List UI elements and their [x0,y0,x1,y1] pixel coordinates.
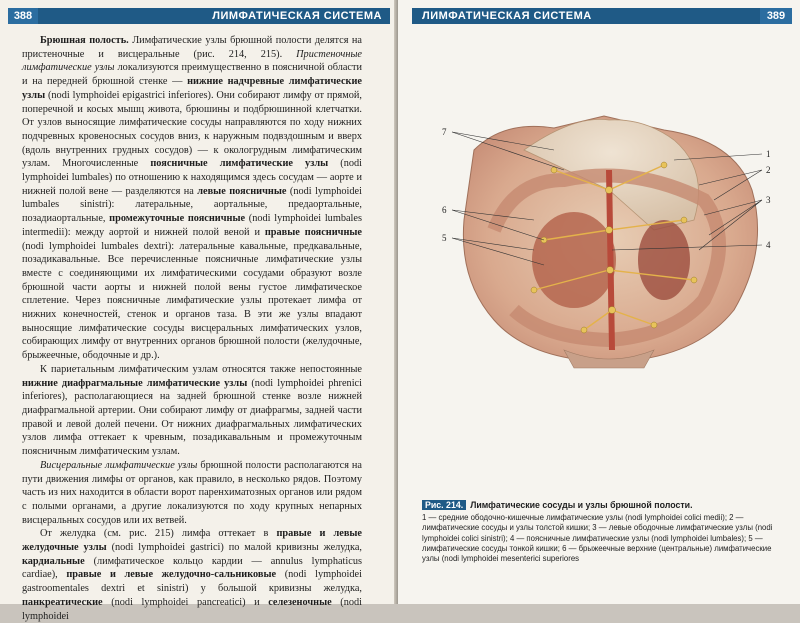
callout-3: 3 [766,195,771,205]
text-run: (лимфатическое кольцо кардии — annulus lymphaticus cardiae), [22,555,362,581]
italic-term: Висцеральные лимфатические узлы [40,459,198,471]
body-paragraph [22,34,362,363]
left-page [0,0,398,622]
left-running-title: ЛИМФАТИЧЕСКАЯ СИСТЕМА [212,10,382,22]
bold-term: селезеночные [268,596,332,608]
left-page-header [8,8,390,24]
bold-term: правые поясничные [264,226,363,238]
small-intestine [532,212,616,308]
bold-term: кардиальные [22,555,85,567]
bold-term: нижние диафрагмальные лимфатические узлы [22,377,248,389]
italic-term: Пристеночные лимфатические узлы [22,48,362,74]
body-paragraph [22,527,362,623]
text-run: К париетальным лимфатическим узлам относятся также непостоянные [40,363,362,375]
text-run: Лимфатические узлы брюшной полости делятся на пристеночные и висцеральные (рис. 214, 215). [22,35,362,60]
caption-legend: 1 — средние ободочно-кишечные лимфатические узлы (nodi lymphoidei colici medii); 2 — лимфатические сосуды и узлы толстой кишки; 3 — левые ободочные лимфатические узлы (nodi lymphoidei colici sinistri); 4 — поясничные лимфатические узлы (nodi lymphoidei lumbales); 5 — лимфатические сосуды тонкой кишки; 6 — брыжеечные верхние (центральные) лимфатические узлы (nodi lymphoidei mesenterici superiores [422,513,773,564]
caption-title-row [422,500,786,510]
text-run: (nodi lymphoidei lumbales sinistri): латеральные, аортальные, предаортальные, позадиаортальные, [22,185,362,225]
callout-6: 6 [442,205,447,215]
text-run: (nodi lymphoidei phrenici inferiores), располагающиеся на задней брюшной стенке возле нижней диафрагмальной артерии. Они собирают лимфу от диафрагмы, задней части правой и левой долей печени. От нижних диафрагмальных лимфатических узлов лимфа оттекает к чревным, позадикавальным и промежуточным поясничным лимфатическим узлам. [22,377,362,458]
text-run: (nodi lymphoidei pancreatici) и [102,596,269,608]
callout-5: 5 [442,233,447,243]
aorta [609,170,612,350]
bold-term: левые поясничные [197,185,287,197]
text-run: (nodi lymphoidei lumbales intermedii): между аортой и нижней полой веной и [22,213,362,238]
bold-term: нижние надчревные лимфатические узлы [22,76,362,101]
text-run: локализуются преимущественно в поясничной области и на передней брюшной стенке — [22,62,362,88]
kidney-left [638,220,690,300]
bold-term: панкреатические [22,596,103,608]
figure-caption [422,500,786,564]
right-page-header [412,8,792,24]
bold-term: поясничные лимфатические узлы [150,158,329,170]
figure-title: Лимфатические сосуды и узлы брюшной полости. [470,500,693,510]
bold-term: правые и левые желудочные узлы [22,528,363,554]
text-run: (nodi lymphoidei epigastrici inferiores). Они собирают лимфу от прямой, поперечной и косых мышц живота, брюшины и подбрюшинной клетчатки. От узлов выносящие лимфатические сосуды направляются по ходу нижних подчревных кровеносных сосудов вниз, к наружным подвздошным и вверх (вдоль внутренних грудных сосудов) — к окологрудным лимфатическим узлам. Многочисленные [22,89,362,170]
body-paragraph [22,459,362,528]
text-run: (nodi lymphoidei [22,596,363,622]
right-running-title: ЛИМФАТИЧЕСКАЯ СИСТЕМА [422,10,592,22]
callout-1: 1 [766,149,771,159]
text-run: брюшной полости располагаются на пути движения лимфы от органов, как правило, в несколько рядов. Поэтому часть из них находится в области ворот паренхиматозных органов или рядом с полыми органами, а другие локализуются по ходу крупных непарных висцеральных сосудов или их ветвей. [22,459,363,526]
bold-term: правые и левые желудочно-сальниковые [66,569,277,581]
bold-term: промежуточные поясничные [109,213,246,225]
callout-2: 2 [766,165,771,175]
text-run: От желудка (см. рис. 215) лимфа оттекает в [40,528,277,540]
callout-4: 4 [766,240,771,250]
left-page-number: 388 [8,8,38,24]
text-run: (nodi lymphoidei gastroomentales dextri et sinistri) у большой кривизны желудка, [22,569,362,595]
left-body-text [22,34,362,623]
text-run: (nodi lymphoidei gastrici) по малой кривизны желудка, [106,542,363,554]
right-page-number: 389 [760,8,792,24]
text-run: (nodi lymphoidei lumbales dextri): латеральные кавальные, предкавальные, позадикавальные. Все перечисленные поясничные лимфатические узлы вместе с соединяющими их лимфатическими сосудами образуют возле брюшной части аорты и нижней полой вены густое лимфатическое сплетение. Через поясничные лимфатические узлы протекает лимфа от нижних конечностей, стенок и органов таза. В эти же узлы впадают выносящие лимфатические сосуды висцеральных лимфатических узлов, собирающих лимфу от внутренних органов брюшной полости (желудочные, брыжеечные, ободочные и др.). [22,240,362,362]
text-run: (nodi lymphoidei lumbales) по отношению к находящимся здесь сосудам — аорте и нижней полой вене — разделяются на [22,158,362,197]
bold-term: Брюшная полость. [40,35,129,46]
figure-label: Рис. 214. [422,500,466,510]
abdominal-lymph-illustration [434,110,780,370]
right-page [398,0,800,604]
body-paragraph [22,363,362,459]
callout-7: 7 [442,127,447,137]
